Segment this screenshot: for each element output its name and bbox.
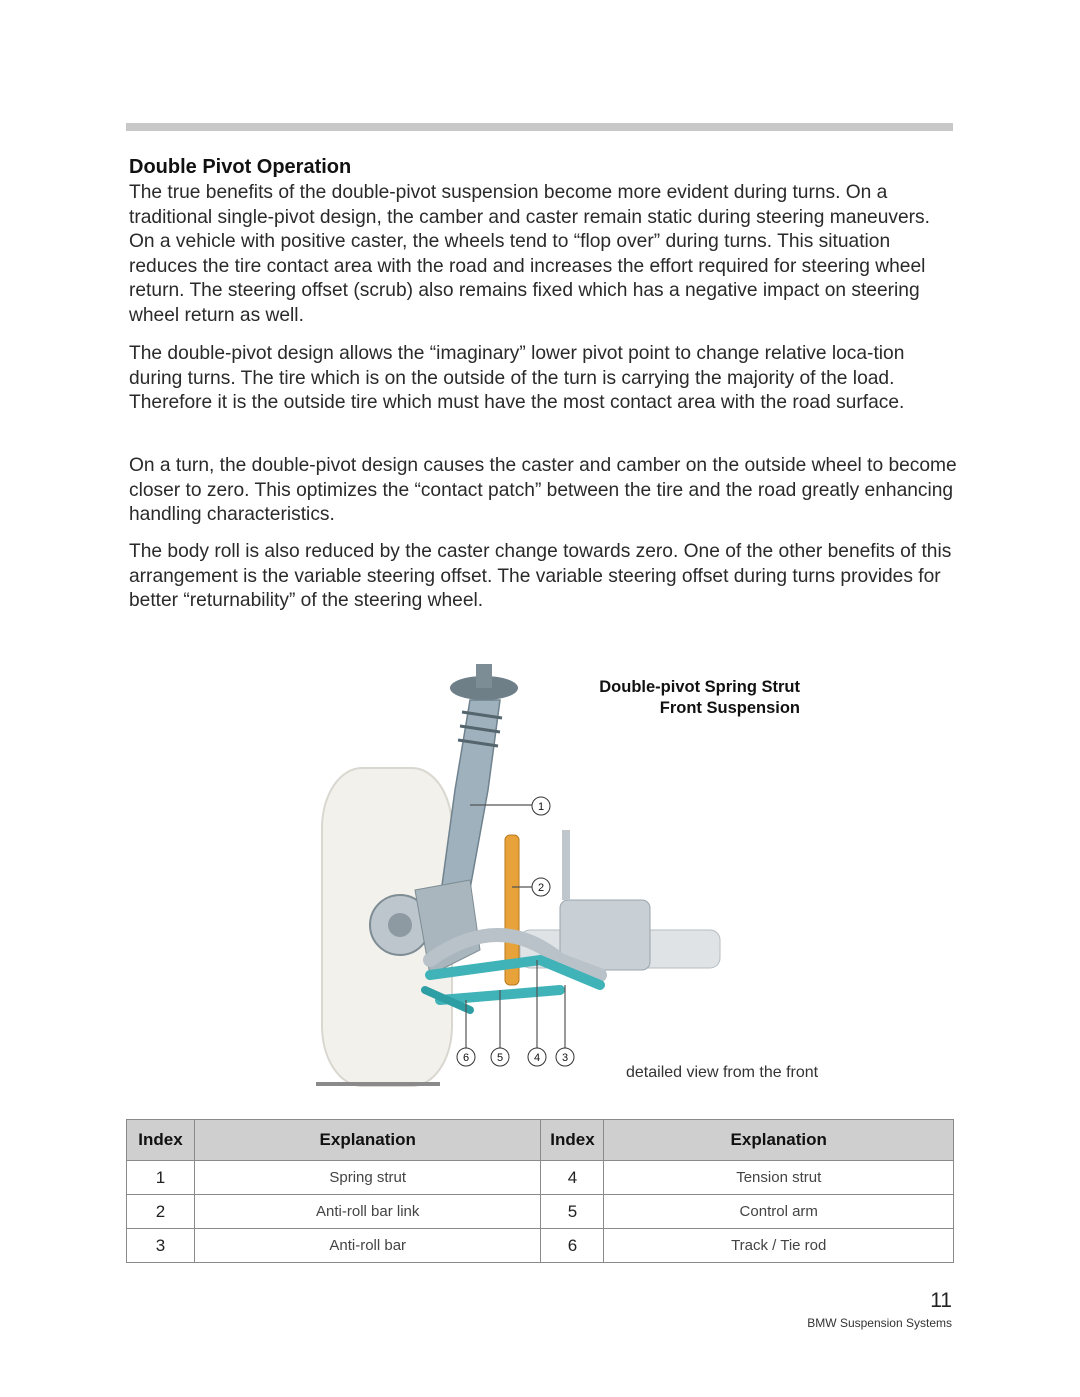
paragraph-3: On a turn, the double-pivot design causes the caster and camber on the outside wheel to become closer to zero. This optimizes the “contact patch” between the tire and the road greatly enhancing handling characteristics. xyxy=(129,455,957,526)
paragraph-2: The double-pivot design allows the “imaginary” lower pivot point to change relative loca-tion during turns. The tire which is on the outside of the turn is carrying the majority of the load. Therefore it is the outside tire which must have the most contact area with the road surface. xyxy=(129,343,905,414)
page-number: 11 xyxy=(930,1289,952,1312)
table-cell-index: 1 xyxy=(127,1161,195,1195)
table-row xyxy=(127,1195,954,1229)
table-cell-explanation: Anti-roll bar link xyxy=(194,1195,541,1229)
index-table xyxy=(126,1119,954,1263)
callout-1-label: 1 xyxy=(537,801,545,813)
callout-5-label: 5 xyxy=(496,1052,504,1064)
table-cell-index: 6 xyxy=(541,1229,604,1263)
table-header-index: Index xyxy=(127,1120,195,1161)
table-cell-index: 5 xyxy=(541,1195,604,1229)
table-cell-explanation: Spring strut xyxy=(194,1161,541,1195)
paragraph-1: The true benefits of the double-pivot suspension become more evident during turns. On a traditional single-pivot design, the camber and caster remain static during steering maneuvers. On a vehicle with positive caster, the wheels tend to “flop over” during turns. This situation reduces the tire contact area with the road and increases the effort required for steering wheel return. The steering offset (scrub) also remains fixed which has a negative impact on steering wheel return as well. xyxy=(129,182,930,326)
figure-caption: detailed view from the front xyxy=(626,1064,819,1081)
table-header-explanation: Explanation xyxy=(604,1120,954,1161)
callout-4-label: 4 xyxy=(533,1052,541,1064)
figure-title xyxy=(540,677,800,719)
table-cell-explanation: Track / Tie rod xyxy=(604,1229,954,1263)
table-header-explanation: Explanation xyxy=(194,1120,541,1161)
callout-2-label: 2 xyxy=(537,882,545,894)
table-cell-explanation: Control arm xyxy=(604,1195,954,1229)
table-cell-index: 4 xyxy=(541,1161,604,1195)
table-cell-explanation: Anti-roll bar xyxy=(194,1229,541,1263)
table-cell-index: 2 xyxy=(127,1195,195,1229)
figure-title-line-1: Double-pivot Spring Strut xyxy=(599,678,800,696)
footer-title: BMW Suspension Systems xyxy=(807,1316,952,1330)
table-cell-index: 3 xyxy=(127,1229,195,1263)
ground-line xyxy=(316,1082,440,1086)
callout-3-label: 3 xyxy=(561,1052,569,1064)
table-cell-explanation: Tension strut xyxy=(604,1161,954,1195)
top-rule xyxy=(126,123,953,131)
paragraph-4: The body roll is also reduced by the caster change towards zero. One of the other benefits of this arrangement is the variable steering offset. The variable steering offset during turns provides for better “returnability” of the steering wheel. xyxy=(129,541,952,612)
table-header-row xyxy=(127,1120,954,1161)
section-heading: Double Pivot Operation xyxy=(129,156,352,178)
figure-title-line-2: Front Suspension xyxy=(659,699,800,717)
callout-6-label: 6 xyxy=(462,1052,470,1064)
table-row xyxy=(127,1229,954,1263)
table-row xyxy=(127,1161,954,1195)
table-header-index: Index xyxy=(541,1120,604,1161)
